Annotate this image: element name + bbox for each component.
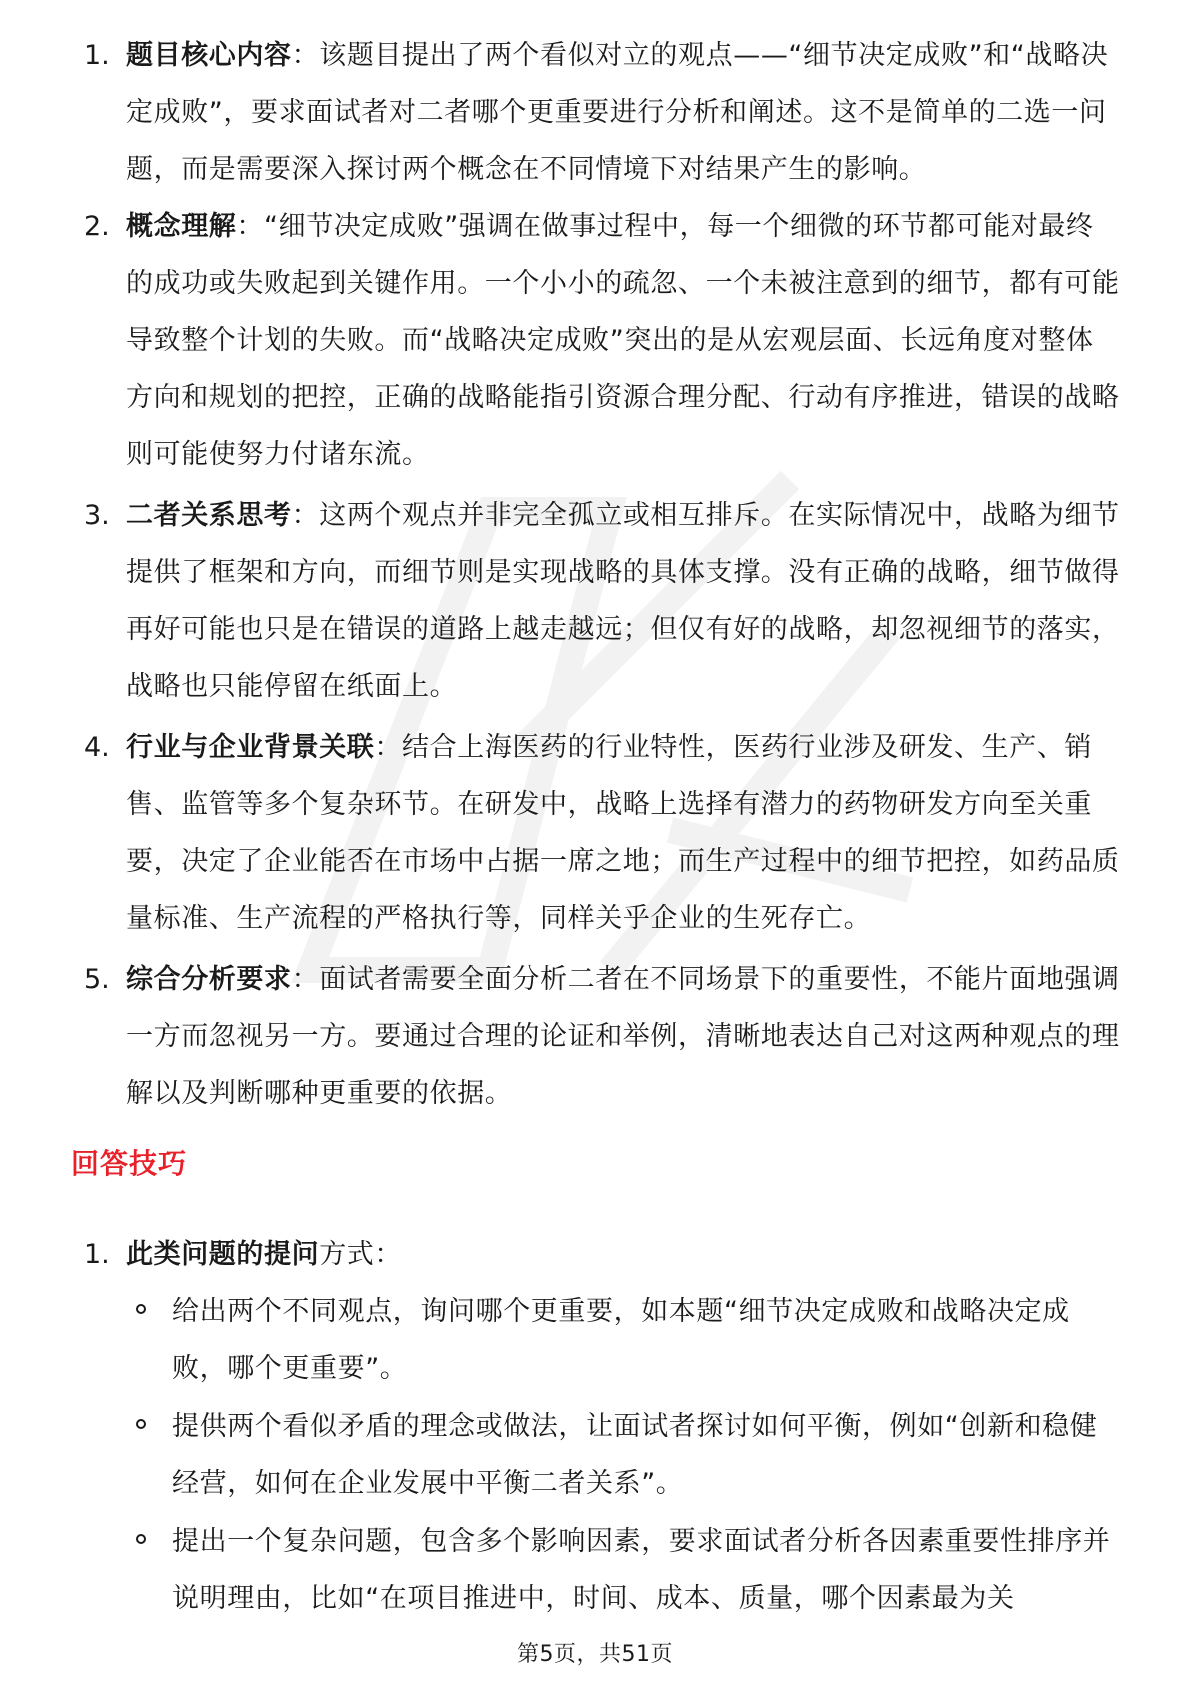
item-paragraph	[126, 198, 1120, 483]
item-paragraph	[126, 1226, 1120, 1283]
item-title: 综合分析要求	[126, 964, 292, 995]
list-item	[80, 1226, 1120, 1627]
list-item	[80, 487, 1120, 715]
item-separator: ：	[291, 40, 320, 71]
item-paragraph	[126, 27, 1120, 198]
list-item	[80, 27, 1120, 198]
bullet-text: 提供两个看似矛盾的理念或做法，让面试者探讨如何平衡，例如“创新和稳健经营，如何在企业发展中平衡二者关系”。	[172, 1411, 1098, 1499]
item-paragraph	[126, 951, 1120, 1122]
item-text: 面试者需要全面分析二者在不同场景下的重要性，不能片面地强调一方而忽视另一方。要通过合理的论证和举例，清晰地表达自己对这两种观点的理解以及判断哪种更重要的依据。	[126, 964, 1120, 1109]
item-separator: ：	[291, 500, 320, 531]
item-number: 4.	[84, 732, 110, 763]
hollow-bullet-icon	[136, 1534, 146, 1544]
item-title: 行业与企业背景关联	[126, 732, 375, 763]
item-number: 2.	[84, 211, 110, 242]
item-number: 1.	[84, 40, 110, 71]
item-separator: ：	[374, 732, 403, 763]
item-text: 结合上海医药的行业特性，医药行业涉及研发、生产、销售、监管等多个复杂环节。在研发中，战略上选择有潜力的药物研发方向至关重要，决定了企业能否在市场中占据一席之地；而生产过程中的细节把控，如药品质量标准、生产流程的严格执行等，同样关乎企业的生死存亡。	[126, 732, 1120, 934]
item-paragraph	[126, 487, 1120, 715]
bullet-text: 提出一个复杂问题，包含多个影响因素，要求面试者分析各因素重要性排序并说明理由，比如“在项目推进中，时间、成本、质量，哪个因素最为关	[172, 1526, 1111, 1614]
item-title: 概念理解	[126, 211, 237, 242]
item-separator: ：	[374, 1239, 403, 1270]
page-footer: 第5页，共51页	[517, 1642, 673, 1667]
tips-list	[80, 1226, 1120, 1631]
bullet-text: 给出两个不同观点，询问哪个更重要，如本题“细节决定成败和战略决定成败，哪个更重要”。	[172, 1296, 1070, 1384]
bullet-item	[126, 1283, 1120, 1397]
bullet-item	[126, 1398, 1120, 1512]
item-number: 1.	[84, 1239, 110, 1270]
bullet-item	[126, 1513, 1120, 1627]
item-text: 该题目提出了两个看似对立的观点——“细节决定成败”和“战略决定成败”，要求面试者对二者哪个更重要进行分析和阐述。这不是简单的二选一问题，而是需要深入探讨两个概念在不同情境下对结果产生的影响。	[126, 40, 1109, 185]
item-text: 这两个观点并非完全孤立或相互排斥。在实际情况中，战略为细节提供了框架和方向，而细节则是实现战略的具体支撑。没有正确的战略，细节做得再好可能也只是在错误的道路上越走越远；但仅有好的战略，却忽视细节的落实，战略也只能停留在纸面上。	[126, 500, 1120, 702]
hollow-bullet-icon	[136, 1304, 146, 1314]
item-number: 3.	[84, 500, 110, 531]
item-title: 二者关系思考	[126, 500, 292, 531]
list-item	[80, 951, 1120, 1122]
section-heading: 回答技巧	[71, 1147, 188, 1180]
item-number: 5.	[84, 964, 110, 995]
item-separator: ：	[236, 211, 265, 242]
analysis-list	[80, 27, 1120, 1126]
item-title-rest: 方式	[319, 1239, 375, 1270]
list-item	[80, 719, 1120, 947]
item-title: 题目核心内容	[126, 40, 292, 71]
hollow-bullet-icon	[136, 1419, 146, 1429]
item-separator: ：	[291, 964, 320, 995]
item-paragraph	[126, 719, 1120, 947]
item-text: “细节决定成败”强调在做事过程中，每一个细微的环节都可能对最终的成功或失败起到关键作用。一个小小的疏忽、一个未被注意到的细节，都有可能导致整个计划的失败。而“战略决定成败”突出的是从宏观层面、长远角度对整体方向和规划的把控，正确的战略能指引资源合理分配、行动有序推进，错误的战略则可能使努力付诸东流。	[126, 211, 1120, 470]
list-item	[80, 198, 1120, 483]
bullet-list	[126, 1283, 1120, 1627]
item-title: 此类问题的提问	[126, 1239, 320, 1270]
